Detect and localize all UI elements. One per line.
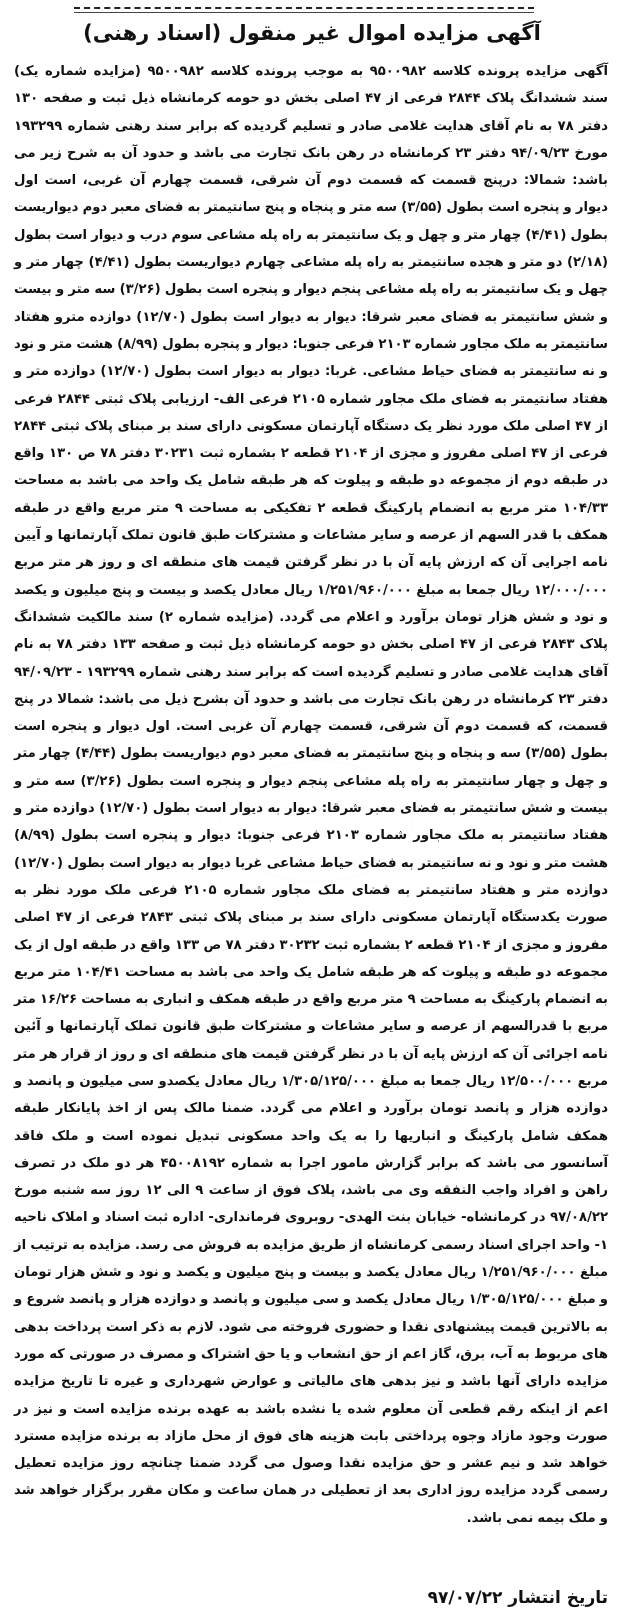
publication-date: ۹۷/۰۷/۲۲ (427, 1588, 503, 1608)
notice-body: آگهی مزایده پرونده کلاسه ۹۵۰۰۹۸۲ به موجب پرونده کلاسه ۹۵۰۰۹۸۲ (مزایده شماره یک) سند ششدانگ پلاک ۲۸۴۴ فرعی از ۴۷ اصلی بخش دو حومه کرمانشاه ذیل ثبت و صفحه ۱۳۰ دفتر ۷۸ به نام آقای هدایت غلامی صادر و تسلیم گردیده که برابر سند رهنی شماره ۱۹۳۲۹۹ مورخ ۹۴/۰۹/۲۳ دفتر ۲۳ کرمانشاه در رهن بانک تجارت می باشد و حدود آن به شرح زیر می باشد: شمالا: درپنج قسمت که قسمت دوم آن شرقی، قسمت چهارم آن غربی، است اول دیوار و پنجره است بطول (۳/۵۵) سه متر و پنجاه و پنج سانتیمتر به فضای معبر دوم دیواریست بطول (۴/۴۱) چهار متر و چهل و یک سانتیمتر به راه پله مشاعی سوم درب و دیوار است بطول (۲/۱۸) دو متر و هجده سانتیمتر به راه پله مشاعی چهارم دیواریست بطول (۴/۴۱) چهار متر و چهل و یک سانتیمتر به راه پله مشاعی پنجم دیوار و پنجره است بطول (۳/۲۶) سه متر و بیست و شش سانتیمتر به فضای معبر شرقا: دیوار به دیوار است بطول (۱۲/۷۰) دوازده مترو هفتاد سانتیمتر به ملک مجاور شماره ۲۱۰۳ فرعی جنوبا: دیوار و پنجره بطول (۸/۹۹) هشت متر و نود و نه سانتیمتر به فضای حیاط مشاعی. غربا: دیوار به دیوار است بطول (۱۲/۷۰) دوازده متر و هفتاد سانتیمتر به فضای ملک مجاور شماره ۲۱۰۵ فرعی الف- ارزیابی پلاک ثبتی ۲۸۴۴ فرعی از ۴۷ اصلی ملک مورد نظر یک دستگاه آپارتمان مسکونی دارای سند بر مبنای پلاک ثبتی ۲۸۴۴ فرعی از ۴۷ اصلی مفروز و مجزی از ۲۱۰۴ قطعه ۲ بشماره ثبت ۳۰۲۳۱ دفتر ۷۸ ص ۱۳۰ واقع در طبقه دوم از مجموعه دو طبقه و پیلوت که هر طبقه شامل یک واحد می باشد به مساحت ۱۰۴/۳۳ متر مربع به انضمام پارکینگ قطعه ۲ تفکیکی به مساحت ۹ متر مربع واقع در طبقه همکف با قدر السهم از عرصه و سایر مشاعات و مشترکات طبق قانون تملک آپارتمانها و آیین نامه اجرایی آن که ارزش پایه آن با در نظر گرفتن قیمت های منطقه ای و روز هر متر مربع ۱۲/۰۰۰/۰۰۰ ریال جمعا به مبلغ ۱/۲۵۱/۹۶۰/۰۰۰ ریال معادل یکصد و بیست و پنج میلیون و یکصد و نود و شش هزار تومان برآورد و اعلام می گردد. (مزایده شماره ۲) سند مالکیت ششدانگ پلاک ۲۸۴۳ فرعی از ۴۷ اصلی بخش دو حومه کرمانشاه ذیل ثبت و صفحه ۱۳۳ دفتر ۷۸ به نام آقای هدایت غلامی صادر و تسلیم گردیده است که برابر سند رهنی شماره ۱۹۳۲۹۹ - ۹۴/۰۹/۲۳ دفتر ۲۳ کرمانشاه در رهن بانک تجارت می باشد و حدود آن بشرح ذیل می باشد: شمالا در پنج قسمت، که قسمت دوم آن شرقی، قسمت چهارم آن غربی است. اول دیوار و پنجره است بطول (۳/۵۵) سه و پنجاه و پنج سانتیمتر به فضای معبر دوم دیواریست بطول (۴/۴۴) چهار متر و چهل و چهار سانتیمتر به راه پله مشاعی پنجم دیوار و پنجره است بطول (۳/۲۶) سه متر و بیست و شش سانتیمتر به فضای معبر شرقا: دیوار به دیوار است بطول (۱۲/۷۰) دوازده متر و هفتاد سانتیمتر به ملک مجاور شماره ۲۱۰۳ فرعی جنوبا: دیوار و پنجره است بطول (۸/۹۹) هشت متر و نود و نه سانتیمتر به فضای حیاط مشاعی غربا دیوار به دیوار است بطول (۱۲/۷۰) دوازده متر و هفتاد سانتیمتر به فضای ملک مجاور شماره ۲۱۰۵ فرعی ملک مورد نظر به صورت یکدستگاه آپارتمان مسکونی دارای سند بر مبنای پلاک ثبتی ۲۸۴۳ فرعی از ۴۷ اصلی مفروز و مجزی از ۲۱۰۴ قطعه ۲ بشماره ثبت ۳۰۲۳۲ دفتر ۷۸ ص ۱۳۳ واقع در طبقه اول از یک مجموعه دو طبقه و پیلوت که هر طبقه شامل یک واحد می باشد به مساحت ۱۰۴/۴۱ متر مربع به انضمام پارکینگ به مساحت ۹ متر مربع واقع در طبقه همکف و انباری به مساحت ۱۶/۲۶ متر مربع با قدرالسهم از عرصه و سایر مشاعات و مشترکات طبق قانون تملک آپارتمانها و آئین نامه اجرائی آن که ارزش پایه آن با در نظر گرفتن قیمت های منطقه ای و روز از قرار هر متر مربع ۱۲/۵۰۰/۰۰۰ ریال جمعا به مبلغ ۱/۳۰۵/۱۲۵/۰۰۰ ریال معادل یکصدو سی میلیون و پانصد و دوازده هزار و پانصد تومان برآورد و اعلام می گردد. ضمنا مالک پس از اخذ پایانکار طبقه همکف شامل پارکینگ و انباریها را به یک واحد مسکونی تبدیل نموده است و ملک فاقد آسانسور می باشد که برابر گزارش مامور اجرا به شماره ۴۵۰۰۸۱۹۲ هر دو ملک در تصرف راهن و افراد واجب النفقه وی می باشد، پلاک فوق از ساعت ۹ الی ۱۲ روز سه شنبه مورخ ۹۷/۰۸/۲۲ در کرمانشاه- خیابان بنت الهدی- روبروی فرمانداری- اداره ثبت اسناد و املاک ناحیه ۱- واحد اجرای اسناد رسمی کرمانشاه از طریق مزایده به فروش می رسد. مزایده به ترتیب از مبلغ ۱/۲۵۱/۹۶۰/۰۰۰ ریال معادل یکصد و بیست و پنج میلیون و یکصد و نود و شش هزار تومان و مبلغ ۱/۳۰۵/۱۲۵/۰۰۰ ریال معادل یکصد و سی میلیون و پانصد و دوازده هزار و پانصد شروع و به بالاترین قیمت پیشنهادی نقدا و حضوری فروخته می شود. لازم به ذکر است پرداخت بدهی های مربوط به آب، برق، گاز اعم از حق انشعاب و یا حق اشتراک و مصرف در صورتی که مورد مزایده دارای آنها باشد و نیز بدهی های مالیاتی و عوارض شهرداری و غیره تا تاریخ مزایده اعم از اینکه رقم قطعی آن معلوم شده یا نشده باشد به عهده برنده مزایده است و نیز در صورت وجود مازاد وجوه پرداختی بابت هزینه های فوق از محل مازاد به برنده مزایده مسترد خواهد شد و نیم عشر و حق مزایده نقدا وصول می گردد ضمنا چنانچه روز مزایده تعطیل رسمی گردد مزایده روز اداری بعد از تعطیلی در همان ساعت و مکان مقرر برگزار خواهد شد و ملک بیمه نمی باشد. (14, 64, 609, 1526)
top-divider-line (74, 12, 534, 13)
publication-label: تاریخ انتشار (508, 1588, 608, 1608)
notice-title: آگهی مزایده اموال غیر منقول (اسناد رهنی) (83, 21, 541, 45)
publication-line (14, 1584, 608, 1612)
top-divider (74, 7, 534, 9)
